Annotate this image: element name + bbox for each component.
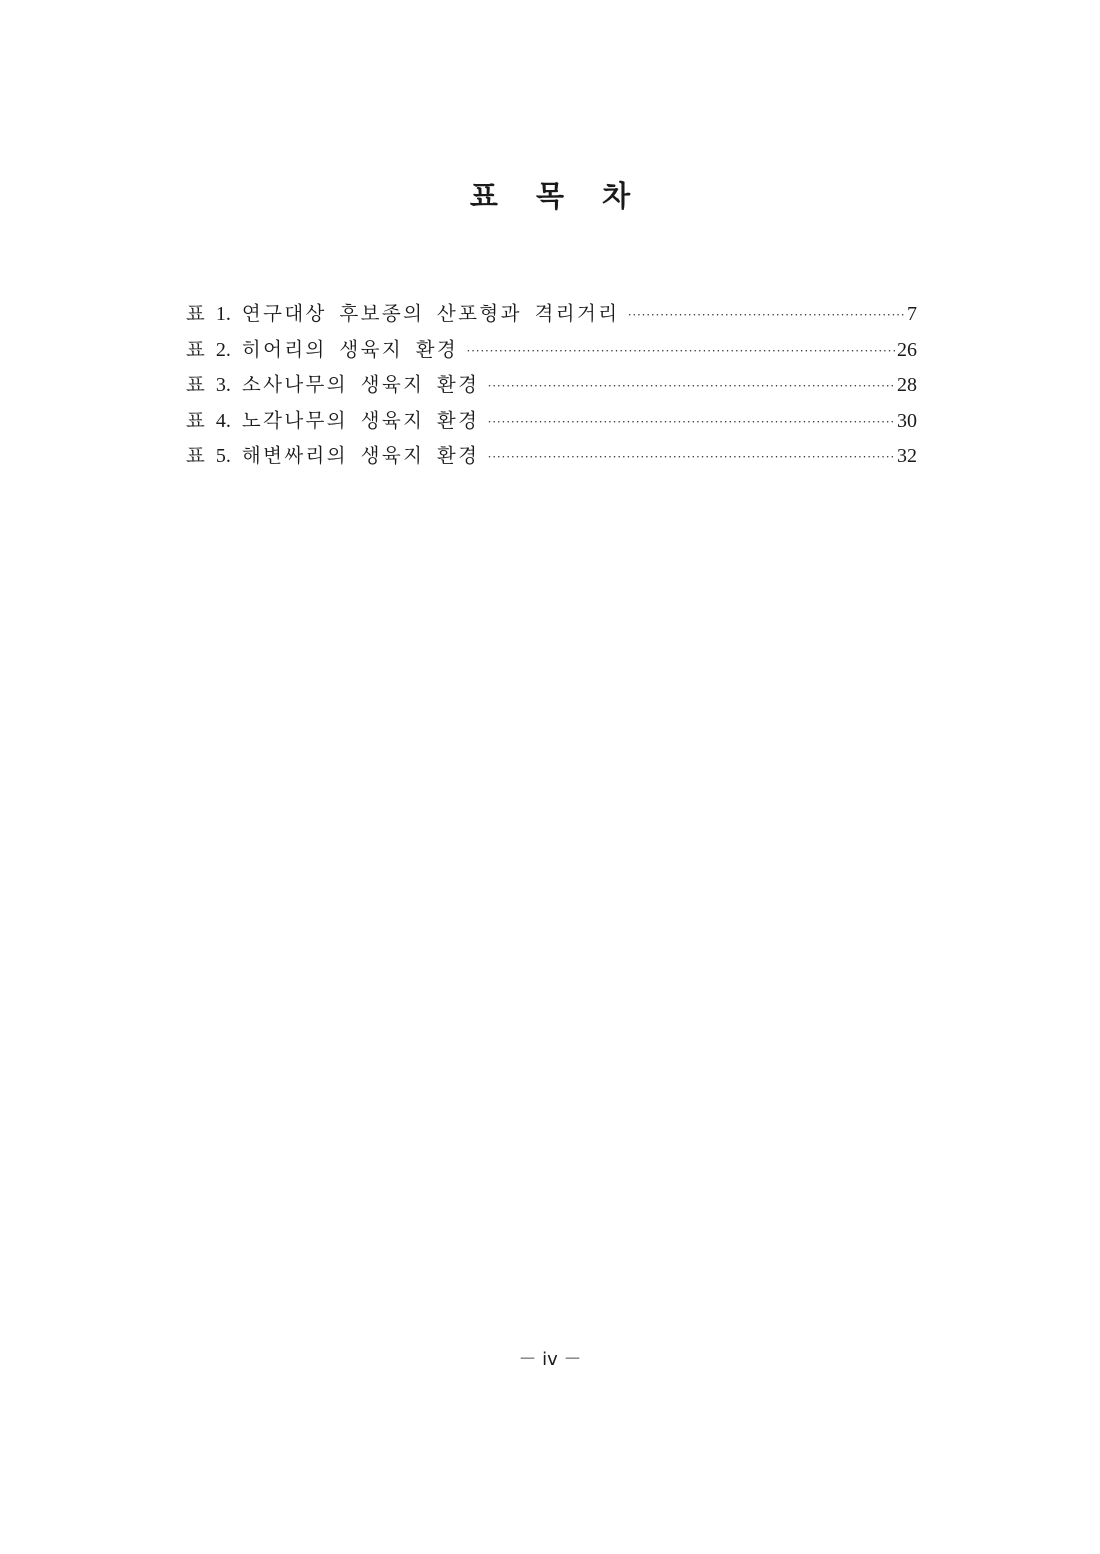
toc-entry-prefix: 표 <box>186 373 205 396</box>
toc-entry-title: 노각나무의 생육지 환경 <box>241 408 480 432</box>
table-of-tables-list <box>186 296 917 474</box>
toc-entry-number: 1. <box>215 303 231 325</box>
toc-dot-leader <box>487 439 895 475</box>
toc-entry-page-number: 7 <box>907 303 917 325</box>
toc-dot-leader <box>627 297 905 333</box>
toc-entry-number: 2. <box>215 338 231 361</box>
toc-entry[interactable] <box>186 296 917 332</box>
toc-entry[interactable] <box>186 403 917 439</box>
toc-entry-prefix: 표 <box>186 444 205 467</box>
toc-entry-title: 히어리의 생육지 환경 <box>241 337 459 361</box>
toc-dot-leader <box>466 333 895 369</box>
toc-dot-leader <box>487 368 895 404</box>
toc-entry-number: 4. <box>215 409 231 432</box>
toc-entry-page-number: 26 <box>897 338 917 361</box>
toc-entry[interactable] <box>186 332 917 368</box>
page-number-footer: － iv － <box>518 1349 582 1370</box>
page-title: 표 목 차 <box>469 179 645 213</box>
toc-entry[interactable] <box>186 438 917 474</box>
toc-entry-number: 5. <box>215 445 231 467</box>
toc-dot-leader <box>487 404 895 440</box>
toc-entry-prefix: 표 <box>186 302 205 325</box>
toc-entry[interactable] <box>186 367 917 403</box>
toc-entry-title: 소사나무의 생육지 환경 <box>241 373 480 396</box>
toc-entry-page-number: 30 <box>897 409 917 432</box>
toc-entry-title: 연구대상 후보종의 산포형과 격리거리 <box>241 302 620 325</box>
toc-entry-page-number: 32 <box>897 445 917 467</box>
toc-entry-title: 해변싸리의 생육지 환경 <box>241 444 480 467</box>
toc-entry-number: 3. <box>215 374 231 396</box>
toc-entry-prefix: 표 <box>186 337 205 361</box>
toc-entry-prefix: 표 <box>186 408 205 432</box>
toc-entry-page-number: 28 <box>897 374 917 396</box>
